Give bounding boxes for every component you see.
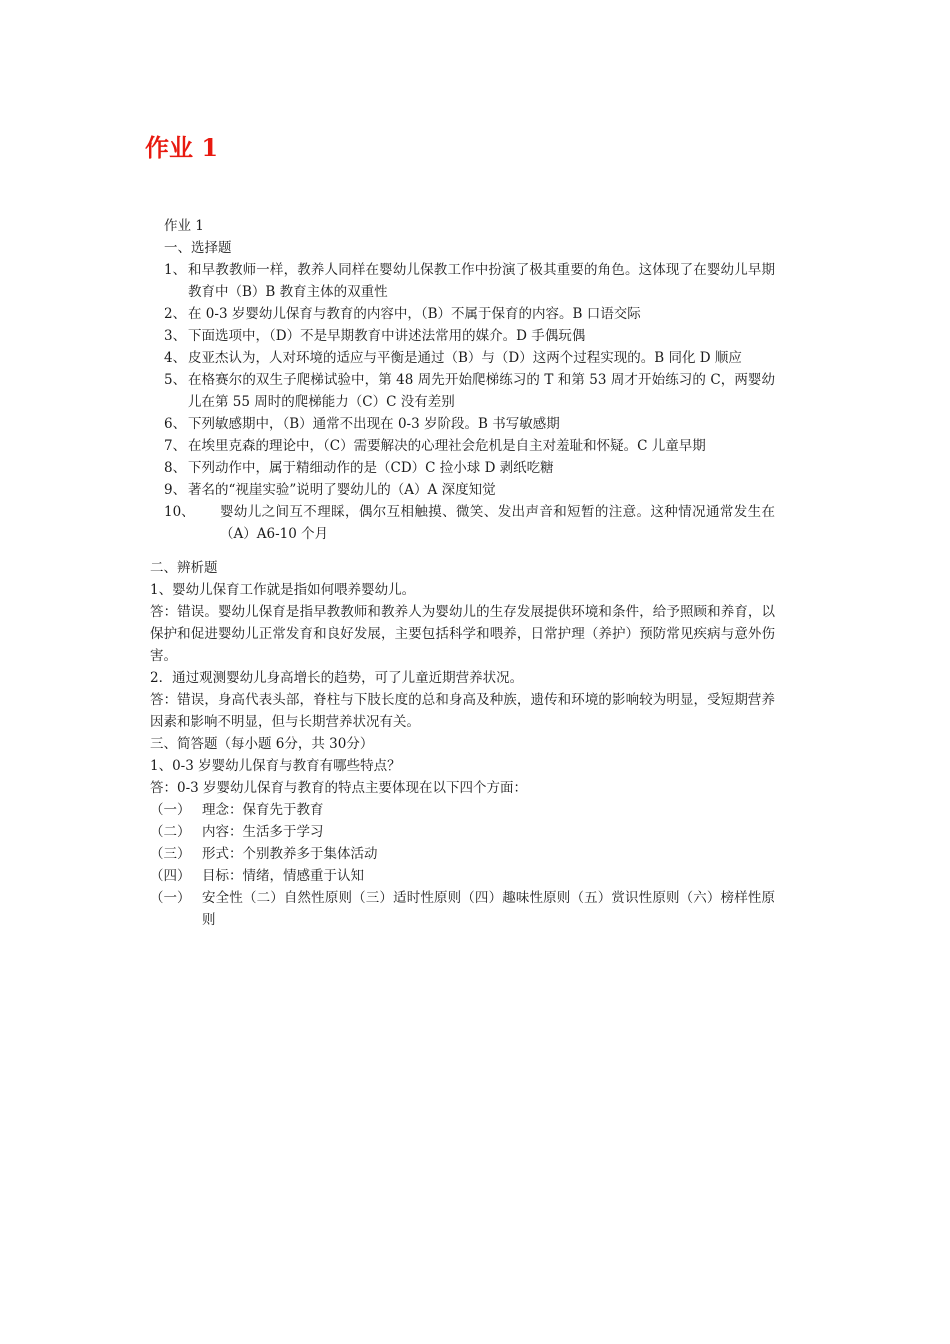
- list-item: [150, 347, 775, 369]
- item-number: 5、: [164, 372, 187, 388]
- item-number: 10、: [164, 504, 195, 520]
- item-text: 在埃里克森的理论中，（C）需要解决的心理社会危机是自主对羞耻和怀疑。C 儿童早期: [188, 438, 706, 454]
- item-number: 9、: [164, 482, 187, 498]
- list-item: [150, 303, 775, 325]
- list-item: [150, 369, 775, 413]
- item-number: 7、: [164, 438, 187, 454]
- list-item: [150, 435, 775, 457]
- doc-heading: 作业 1: [164, 218, 204, 234]
- list-item: [150, 479, 775, 501]
- item-text: 在格赛尔的双生子爬梯试验中，第 48 周先开始爬梯练习的 T 和第 53 周才开始练习的 C，两婴幼儿在第 55 周时的爬梯能力（C）C 没有差别: [188, 372, 775, 410]
- list-item: [150, 799, 775, 821]
- question-text: 1、0-3 岁婴幼儿保育与教育有哪些特点？: [150, 758, 401, 774]
- list-item: [150, 259, 775, 303]
- list-item: [150, 865, 775, 887]
- document-body: [150, 215, 775, 931]
- list-item: [150, 325, 775, 347]
- item-number: 1、: [164, 262, 187, 278]
- item-number: （一）: [150, 802, 191, 818]
- section-title-choice: 一、选择题: [164, 240, 232, 256]
- item-number: 4、: [164, 350, 187, 366]
- spacer: [150, 545, 775, 557]
- item-number: 2、: [164, 306, 187, 322]
- item-text: 安全性（二）自然性原则（三）适时性原则（四）趣味性原则（五）赏识性原则（六）榜样性原则: [202, 890, 775, 928]
- section-title-short-answer: 三、简答题（每小题 6分，共 30分）: [150, 736, 374, 752]
- item-number: 3、: [164, 328, 187, 344]
- item-text: 理念：保育先于教育: [202, 802, 324, 818]
- answer-text: 答：错误，身高代表头部，脊柱与下肢长度的总和身高及种族，遗传和环境的影响较为明显，受短期营养因素和影响不明显，但与长期营养状况有关。: [150, 692, 775, 730]
- question-text: 2．通过观测婴幼儿身高增长的趋势，可了儿童近期营养状况。: [150, 670, 524, 686]
- item-text: 内容：生活多于学习: [202, 824, 324, 840]
- item-text: 在 0-3 岁婴幼儿保育与教育的内容中，（B）不属于保育的内容。B 口语交际: [188, 306, 641, 322]
- item-text: 著名的“视崖实验”说明了婴幼儿的（A）A 深度知觉: [188, 482, 496, 498]
- item-number: （四）: [150, 868, 191, 884]
- item-text: 下面选项中，（D）不是早期教育中讲述法常用的媒介。D 手偶玩偶: [188, 328, 586, 344]
- list-item: [150, 843, 775, 865]
- item-text: 目标：情绪，情感重于认知: [202, 868, 364, 884]
- list-item: [150, 457, 775, 479]
- answer-text: 答：错误。婴幼儿保育是指早教教师和教养人为婴幼儿的生存发展提供环境和条件，给予照顾和养育，以保护和促进婴幼儿正常发育和良好发展，主要包括科学和喂养，日常护理（养护）预防常见疾病与意外伤害。: [150, 604, 775, 664]
- item-text: 下列动作中，属于精细动作的是（CD）C 捡小球 D 剥纸吃糖: [188, 460, 554, 476]
- item-number: 6、: [164, 416, 187, 432]
- question-text: 1、婴幼儿保育工作就是指如何喂养婴幼儿。: [150, 582, 416, 598]
- page-title: 作业 1: [145, 133, 219, 162]
- answer-text: 答：0-3 岁婴幼儿保育与教育的特点主要体现在以下四个方面：: [150, 780, 528, 796]
- section-title-analysis: 二、辨析题: [150, 560, 218, 576]
- list-item: [150, 887, 775, 931]
- list-item: [150, 821, 775, 843]
- list-item: [150, 501, 775, 545]
- item-text: 下列敏感期中，（B）通常不出现在 0-3 岁阶段。B 书写敏感期: [188, 416, 560, 432]
- item-text: 形式：个别教养多于集体活动: [202, 846, 378, 862]
- item-text: 和早教教师一样，教养人同样在婴幼儿保教工作中扮演了极其重要的角色。这体现了在婴幼儿早期教育中（B）B 教育主体的双重性: [188, 262, 775, 300]
- item-number: （一）: [150, 890, 191, 906]
- list-item: [150, 413, 775, 435]
- item-number: （二）: [150, 824, 191, 840]
- item-number: （三）: [150, 846, 191, 862]
- item-number: 8、: [164, 460, 187, 476]
- item-text: 婴幼儿之间互不理睬，偶尔互相触摸、微笑、发出声音和短暂的注意。这种情况通常发生在（A）A6-10 个月: [220, 504, 775, 542]
- item-text: 皮亚杰认为，人对环境的适应与平衡是通过（B）与（D）这两个过程实现的。B 同化 D 顺应: [188, 350, 742, 366]
